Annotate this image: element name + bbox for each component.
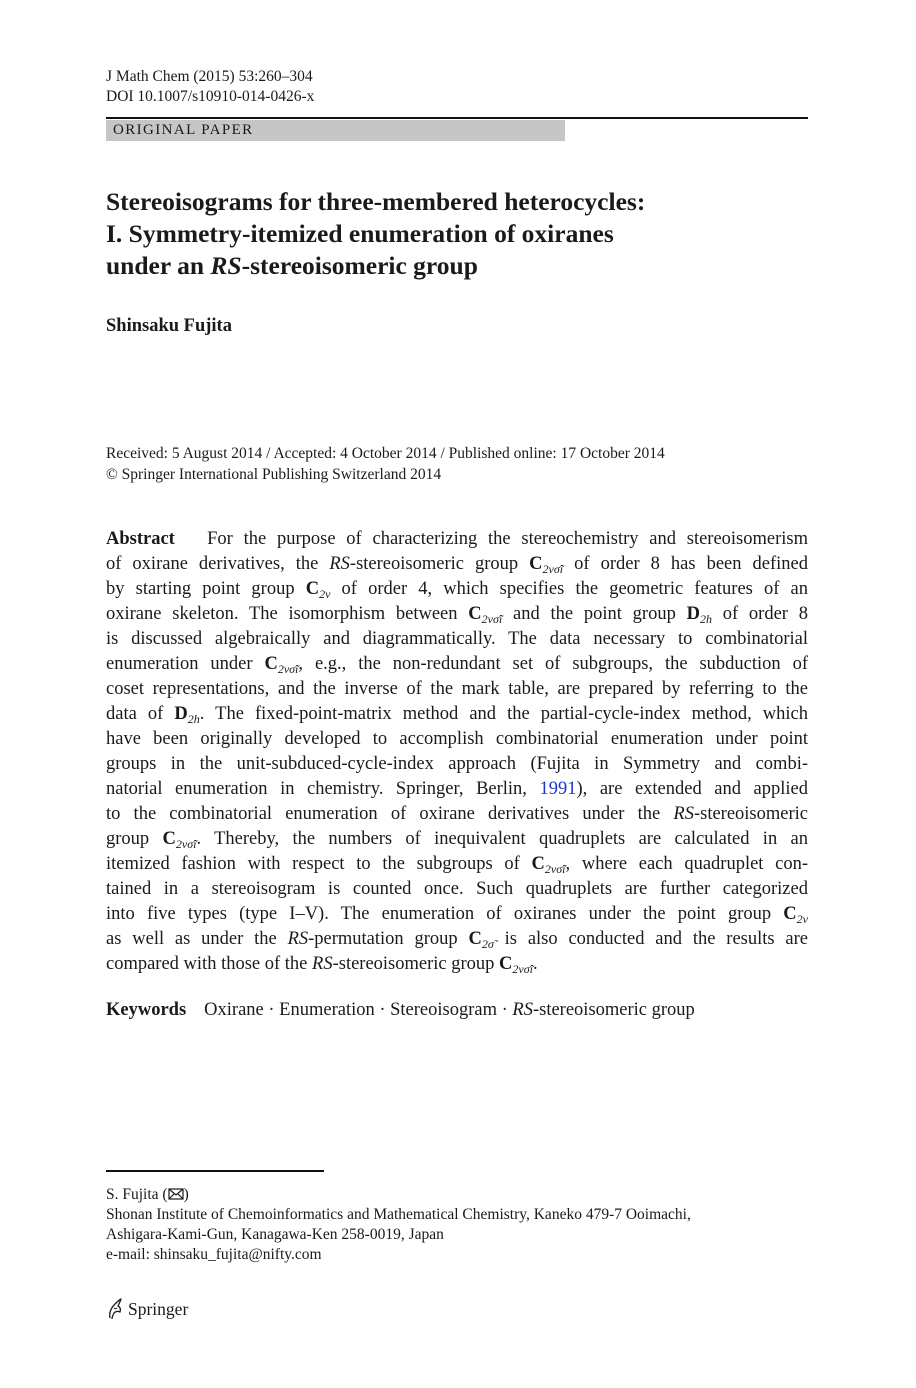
email[interactable]: e-mail: shinsaku_fujita@nifty.com	[106, 1246, 322, 1263]
group-symbol: $C_{2v}$	[783, 904, 808, 926]
keywords-label: Keywords	[106, 1000, 187, 1020]
group-symbol: $D_{2h}$	[174, 704, 200, 726]
copyright: © Springer International Publishing Switzerland 2014	[106, 466, 442, 483]
group-symbol: $C_{2v\sigmãî}$	[162, 829, 197, 851]
abstract	[106, 527, 808, 977]
group-symbol: $D_{2h}$	[686, 604, 712, 626]
author-name: Shinsaku Fujita	[106, 316, 232, 336]
abstract-line: into five types (type I–V). The enumeration of oxiranes under the point group $C_{2v}$	[106, 904, 808, 926]
abstract-line: groups in the unit-subduced-cycle-index approach (Fujita in Symmetry and combi-	[106, 754, 808, 774]
springer-horse-icon	[106, 1298, 124, 1320]
abstract-label: Abstract	[106, 529, 175, 549]
title-line-3: under an RS-stereoisomeric group	[106, 251, 478, 280]
abstract-line: as well as under the RS-permutation group $C_{2\sigmã}$ is also conducted and the results are	[106, 929, 808, 951]
history-dates: Received: 5 August 2014 / Accepted: 4 October 2014 / Published online: 17 October 2014	[106, 445, 665, 462]
affiliation-line-2: Ashigara-Kami-Gun, Kanagawa-Ken 258-0019, Japan	[106, 1226, 444, 1243]
article-type: ORIGINAL PAPER	[113, 122, 254, 138]
envelope-icon	[168, 1188, 184, 1200]
abstract-line: natorial enumeration in chemistry. Springer, Berlin, 1991), are extended and applied	[106, 779, 808, 799]
abstract-line: coset representations, and the inverse of the mark table, are prepared by referring to the	[106, 679, 808, 699]
header-rule	[106, 117, 808, 119]
title-line-1: Stereoisograms for three-membered heterocycles:	[106, 187, 646, 216]
abstract-line: of oxirane derivatives, the RS-stereoisomeric group $C_{2v\sigmãî}$ of order 8 has been defined	[106, 554, 808, 576]
journal-header	[106, 67, 314, 107]
author-footnote	[106, 1185, 691, 1265]
abstract-line: by starting point group $C_{2v}$ of order 4, which specifies the geometric features of an	[106, 579, 808, 601]
abstract-line: oxirane skeleton. The isomorphism between $C_{2v\sigmãî}$ and the point group $D_{2h}$ of order 8	[106, 604, 808, 626]
abstract-line: to the combinatorial enumeration of oxirane derivatives under the RS-stereoisomeric	[106, 804, 808, 824]
footnote-rule	[106, 1170, 324, 1172]
group-symbol: $C_{2v\sigmãî}$	[531, 854, 566, 876]
abstract-line: tained in a stereoisogram is counted once. Such quadruplets are further categorized	[106, 879, 808, 899]
abstract-line: have been originally developed to accomplish combinatorial enumeration under point	[106, 729, 808, 749]
paper-title	[106, 186, 808, 282]
group-symbol: $C_{2v\sigmãî}$	[529, 554, 564, 576]
abstract-line: is discussed algebraically and diagrammatically. The data necessary to combinatorial	[106, 629, 808, 649]
doi[interactable]: DOI 10.1007/s10910-014-0426-x	[106, 88, 315, 105]
group-symbol: $C_{2v\sigmãî}$	[264, 654, 299, 676]
springer-wordmark: Springer	[128, 1298, 189, 1319]
publication-history	[106, 443, 665, 485]
abstract-line: compared with those of the RS-stereoisomeric group $C_{2v\sigmãî}$.	[106, 954, 538, 976]
keywords-list: Oxirane · Enumeration · Stereoisogram · RS-stereoisomeric group	[204, 1000, 695, 1020]
footnote-author: S. Fujita ( )	[106, 1186, 189, 1203]
group-symbol: $C_{2v}$	[305, 579, 331, 601]
abstract-line: enumeration under $C_{2v\sigmãî}$, e.g., the non-redundant set of subgroups, the subduction of	[106, 654, 808, 676]
keywords	[106, 1000, 695, 1021]
group-symbol: $C_{2v\sigmãî}$	[499, 954, 533, 976]
group-symbol: $C_{2v\sigmãî}$	[468, 604, 503, 626]
abstract-line: data of $D_{2h}$. The fixed-point-matrix method and the partial-cycle-index method, which	[106, 704, 808, 726]
abstract-line: Abstract For the purpose of characterizing the stereochemistry and stereoisomerism	[106, 529, 808, 549]
abstract-line: itemized fashion with respect to the subgroups of $C_{2v\sigmãî}$, where each quadruplet con-	[106, 854, 809, 876]
springer-logo	[106, 1298, 188, 1320]
journal-citation: J Math Chem (2015) 53:260–304	[106, 68, 313, 85]
affiliation-line-1: Shonan Institute of Chemoinformatics and Mathematical Chemistry, Kaneko 479-7 Ooimachi,	[106, 1206, 691, 1223]
title-line-2: I. Symmetry-itemized enumeration of oxiranes	[106, 219, 614, 248]
citation-link[interactable]: 1991	[539, 779, 577, 799]
abstract-line: group $C_{2v\sigmãî}$. Thereby, the numbers of inequivalent quadruplets are calculated in an	[106, 829, 808, 851]
group-symbol: $C_{2\sigmã}$	[468, 929, 494, 951]
